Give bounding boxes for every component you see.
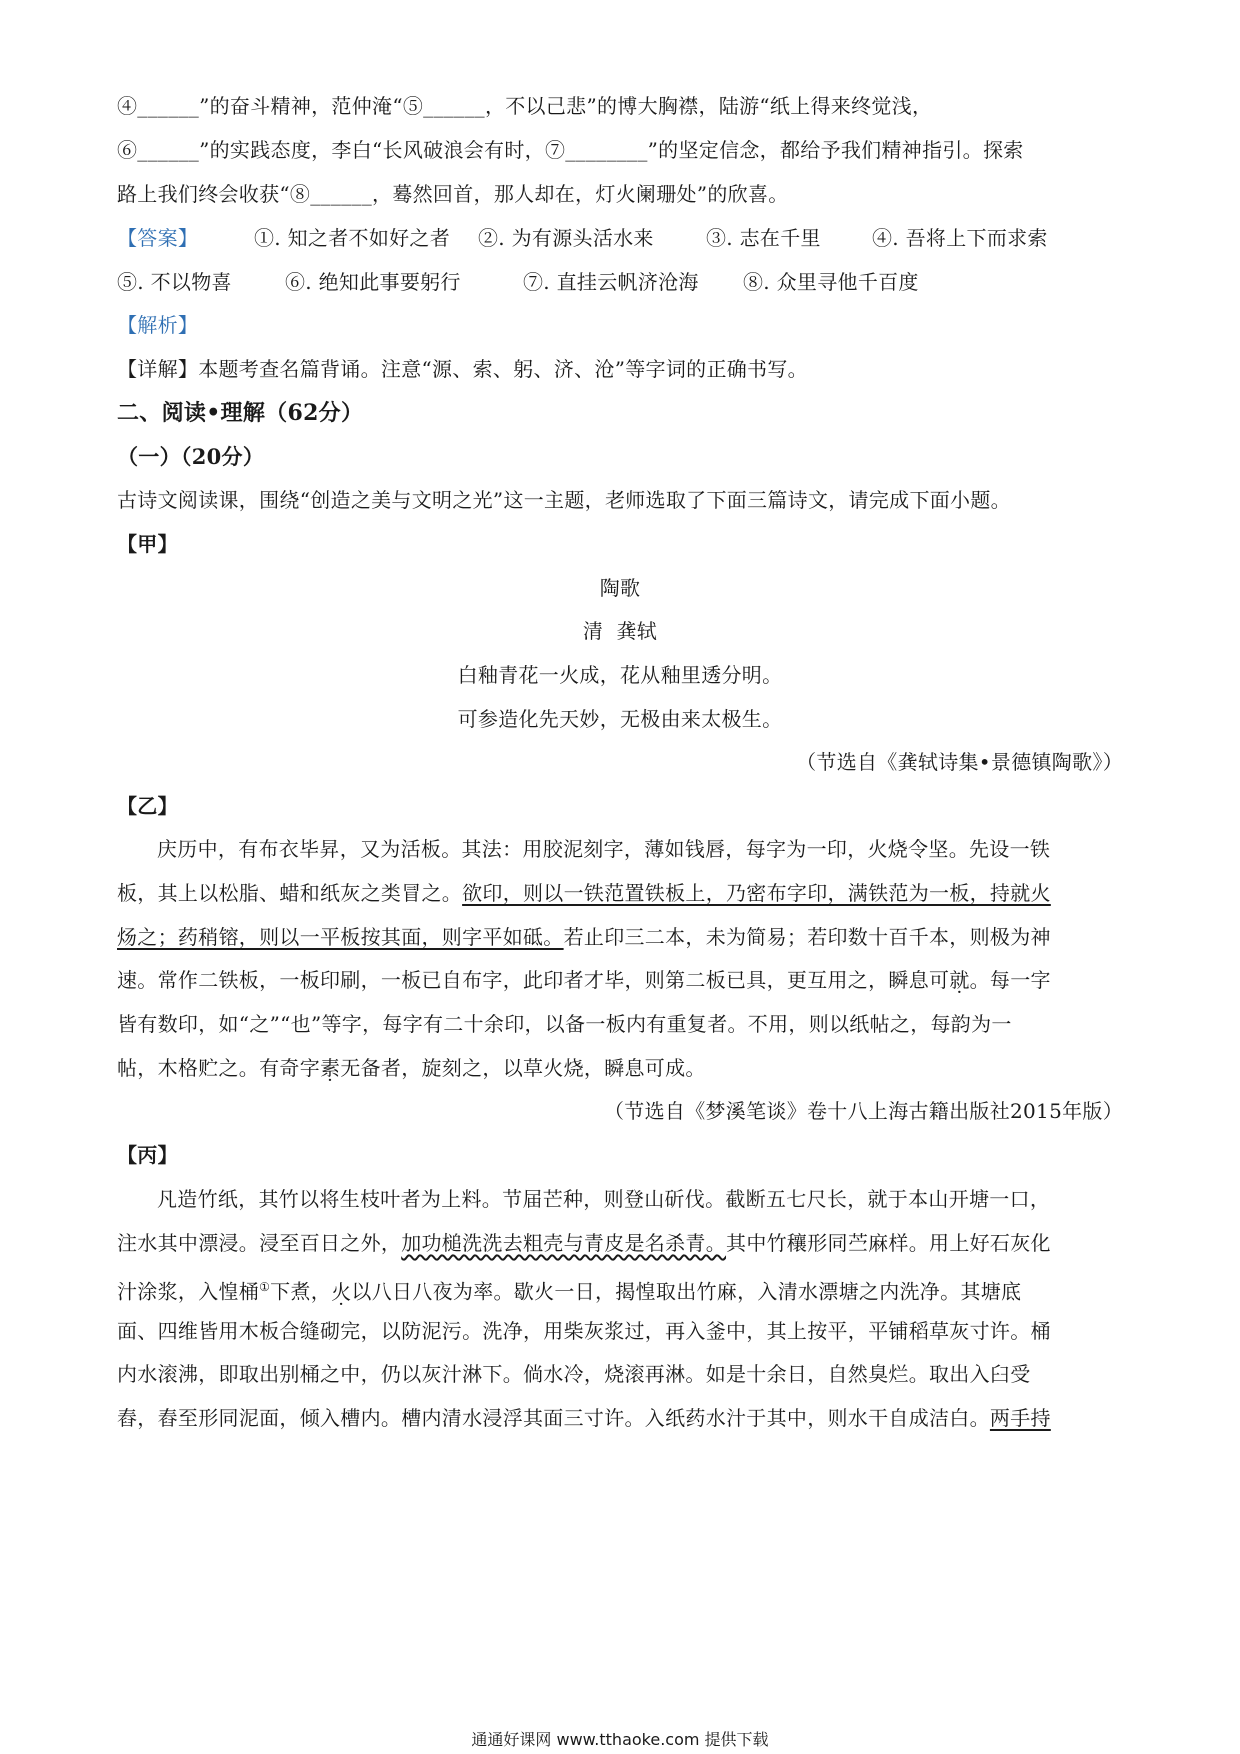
page-footer: 通通好课网 www.tthaoke.com 提供下载 [471,1730,769,1749]
bing-line-1: 凡造竹纸，其竹以将生枝叶者为上料。节届芒种，则登山斫伐。截断五七尺长，就于本山开塘一口， [157,1187,1051,1211]
bing-line-2 [117,1230,1123,1256]
bing-line-4: 面、四维皆用木板合缝砌完，以防泥污。洗净，用柴灰浆过，再入釜中，其上按平，平铺稻草灰寸许。桶 [117,1319,1051,1343]
answer-item: ②. 为有源头活水来 [478,226,654,250]
jia-label: 【甲】 [117,532,178,556]
poem-line-2: 可参造化先天妙，无极由来太极生。 [457,707,783,731]
poem-line-1: 白釉青花一火成，花从釉里透分明。 [457,663,783,687]
bing-text: 以八日八夜为率。歇火一日，揭惶取出竹麻，入清水漂塘之内洗净。其塘底 [351,1279,1022,1304]
answer-label: 【答案】 [117,226,199,250]
bing-text: 注水其中漂浸。浸至百日之外， [117,1231,402,1255]
bing-dotted-char: 火 [331,1279,352,1304]
task-text: 古诗文阅读课，围绕“创造之美与文明之光”这一主题，老师选取了下面三篇诗文，请完成下面小题。 [117,488,1011,512]
yi-line-6 [117,1055,1123,1081]
yi-label: 【乙】 [117,794,178,818]
bing-line-3 [117,1274,1123,1305]
bing-text: 舂，舂至形同泥面，倾入槽内。槽内清水浸浮其面三寸许。入纸药水汁于其中，则水干自成洁白。 [117,1406,990,1430]
yi-source: （节选自《梦溪笔谈》卷十八上海古籍出版社2015年版） [604,1099,1123,1123]
yi-text: 无备者，旋刻之，以草火烧，瞬息可成。 [340,1056,706,1080]
answer-item: ⑤. 不以物喜 [117,270,232,294]
yi-line-2 [117,880,1123,906]
bing-text: 下煮， [270,1279,332,1304]
poem-title: 陶歌 [599,576,641,600]
yi-text: 帖，木格贮之。有奇字 [117,1056,320,1080]
intro-line-3: 路上我们终会收获“⑧______，蓦然回首，那人却在，灯火阑珊处”的欣喜。 [117,182,789,206]
section-title: 二、阅读•理解（62分） [117,400,364,426]
bing-text: 汁涂浆，入惶桶 [117,1279,260,1304]
answer-item: ①. 知之者不如好之者 [254,226,451,250]
bing-label: 【丙】 [117,1143,178,1167]
subsection-title: （一）（20分） [117,444,265,469]
jia-source: （节选自《龚轼诗集•景德镇陶歌》） [796,750,1123,774]
answer-item: ⑧. 众里寻他千百度 [743,270,919,294]
yi-dotted-char: 素 [320,1056,341,1080]
intro-line-2: ⑥______”的实践态度，李白“长风破浪会有时，⑦________”的坚定信念，都给予我们精神指引。探索 [117,138,1024,162]
analysis-label: 【解析】 [117,313,199,337]
answer-row-1 [117,225,1123,251]
yi-underlined-text: 炀之；药稍镕，则以一平板按其面，则字平如砥。 [117,925,564,949]
yi-dotted-char: 就 [949,968,970,992]
yi-text: 若止印三二本，未为简易；若印数十百千本，则极为神 [563,925,1051,949]
yi-line-4 [117,967,1123,993]
detail-text: 【详解】本题考查名篇背诵。注意“源、索、躬、济、沧”等字词的正确书写。 [117,357,808,381]
footnote-marker: ① [259,1280,271,1294]
bing-line-5: 内水滚沸，即取出别桶之中，仍以灰汁淋下。倘水冷，烧滚再淋。如是十余日，自然臭烂。取出入臼受 [117,1362,1031,1386]
poem-author: 清 龚轼 [582,619,658,643]
yi-line-1: 庆历中，有布衣毕昇，又为活板。其法：用胶泥刻字，薄如钱唇，每字为一印，火烧令坚。先设一铁 [157,837,1051,861]
answer-item: ③. 志在千里 [706,226,821,250]
answer-item: ⑥. 绝知此事要躬行 [285,270,461,294]
answer-item: ④. 吾将上下而求索 [872,226,1048,250]
bing-text: 其中竹穰形同苎麻样。用上好石灰化 [726,1231,1051,1255]
yi-text: 板，其上以松脂、蜡和纸灰之类冒之。 [117,881,463,905]
yi-text: 。每一字 [969,968,1051,992]
bing-line-6 [117,1405,1123,1431]
bing-underlined-text: 两手持 [989,1406,1051,1430]
intro-line-1: ④______”的奋斗精神，范仲淹“⑤______，不以己悲”的博大胸襟，陆游“纸上得来终觉浅， [117,94,933,118]
answer-item: ⑦. 直挂云帆济沧海 [523,270,699,294]
bing-underlined-text: 加功槌洗洗去粗壳与青皮是名杀青。 [401,1231,727,1255]
yi-underlined-text: 欲印，则以一铁范置铁板上，乃密布字印，满铁范为一板，持就火 [462,881,1051,905]
yi-line-5: 皆有数印，如“之”“也”等字，每字有二十余印，以备一板内有重复者。不用，则以纸帖之，每韵为一 [117,1012,1012,1036]
yi-text: 速。常作二铁板，一板印刷，一板已自布字，此印者才毕，则第二板已具，更互用之，瞬息可 [117,968,950,992]
yi-line-3 [117,924,1123,950]
